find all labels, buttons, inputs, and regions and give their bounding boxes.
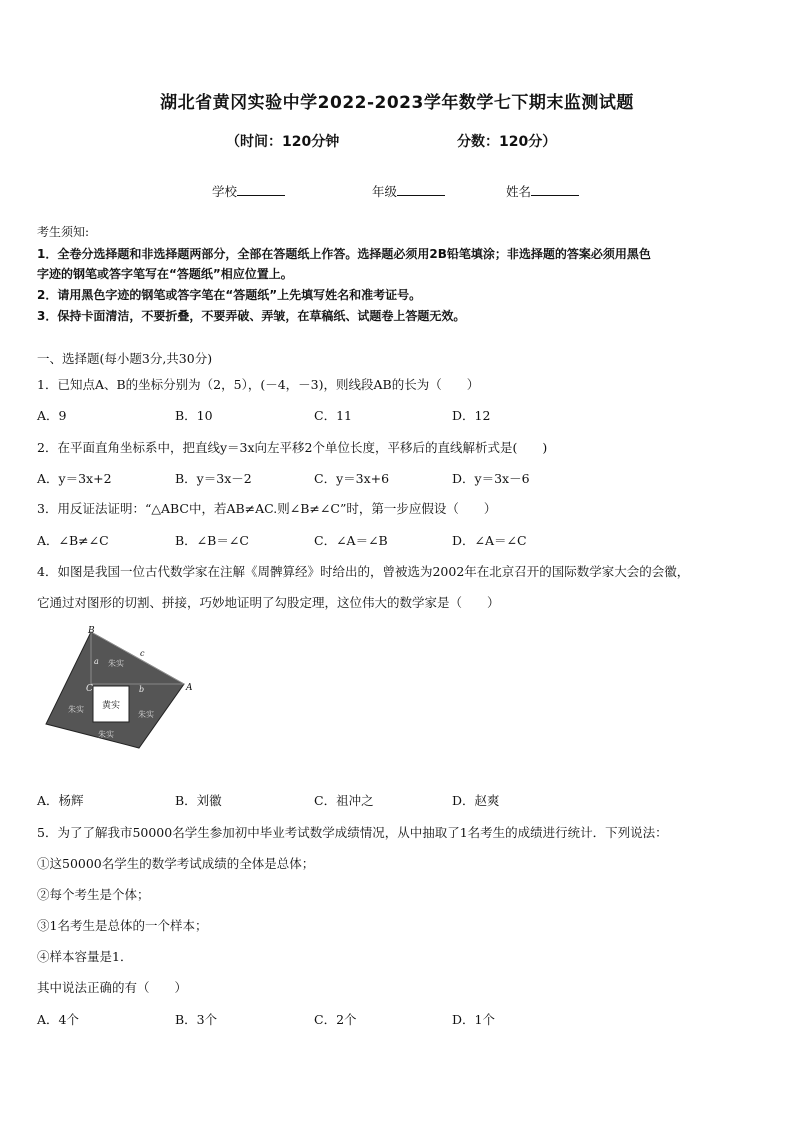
piece-label-right: 朱实 — [138, 710, 154, 719]
q3-option-d: D．∠A＝∠C — [452, 533, 527, 548]
q2-option-b: B．y＝3x－2 — [175, 471, 252, 486]
q5-stem: 5．为了了解我市50000名学生参加初中毕业考试数学成绩情况，从中抽取了1名考生的成绩进行统计．下列说法： — [37, 825, 668, 840]
q5-statement-4: ④样本容量是1． — [37, 949, 133, 964]
school-label: 学校 — [212, 184, 238, 199]
zhao-shuang-string-diagram — [36, 624, 196, 754]
grade-label: 年级 — [372, 184, 398, 199]
q4-option-b: B．刘徽 — [175, 793, 222, 808]
q1-option-d: D．12 — [452, 408, 491, 423]
notice-item-1a: 1．全卷分选择题和非选择题两部分，全部在答题纸上作答。选择题必须用2B铅笔填涂；非选择题的答案必须用黑色 — [37, 247, 651, 261]
exam-score: 分数：120分） — [457, 134, 557, 150]
q1-stem: 1．已知点A、B的坐标分别为（2，5），(－4，－3)，则线段AB的长为（ ） — [37, 377, 480, 392]
vertex-label-c: C — [86, 684, 93, 694]
q3-option-a: A．∠B≠∠C — [37, 533, 109, 548]
name-blank — [531, 183, 579, 196]
q5-option-d: D．1个 — [452, 1012, 495, 1027]
piece-label-top: 朱实 — [108, 659, 124, 668]
q5-statement-3: ③1名考生是总体的一个样本； — [37, 918, 208, 933]
exam-title: 湖北省黄冈实验中学2022-2023学年数学七下期末监测试题 — [160, 93, 634, 113]
q1-option-c: C．11 — [314, 408, 352, 423]
notice-heading: 考生须知: — [37, 225, 90, 239]
q5-option-a: A．4个 — [37, 1012, 79, 1027]
exam-time: （时间：120分钟 — [226, 134, 340, 150]
q5-option-c: C．2个 — [314, 1012, 357, 1027]
q5-statement-2: ②每个考生是个体； — [37, 887, 150, 902]
q5-question: 其中说法正确的有（ ） — [37, 980, 188, 995]
piece-label-bottom: 朱实 — [98, 730, 114, 739]
q5-statement-1: ①这50000名学生的数学考试成绩的全体是总体； — [37, 856, 315, 871]
center-label: 黄实 — [101, 701, 121, 711]
vertex-label-a: A — [186, 683, 193, 693]
q4-option-d: D．赵爽 — [452, 793, 500, 808]
notice-item-1b: 字迹的钢笔或答字笔写在“答题纸”相应位置上。 — [37, 267, 293, 281]
grade-field — [372, 182, 445, 200]
q5-option-b: B．3个 — [175, 1012, 218, 1027]
piece-label-left: 朱实 — [68, 705, 84, 714]
q4-option-a: A．杨辉 — [37, 793, 84, 808]
q3-stem: 3．用反证法证明：“△ABC中，若AB≠AC.则∠B≠∠C”时，第一步应假设（ ） — [37, 501, 497, 516]
notice-item-3: 3．保持卡面清洁，不要折叠，不要弄破、弄皱，在草稿纸、试题卷上答题无效。 — [37, 309, 466, 323]
q4-option-c: C．祖冲之 — [314, 793, 374, 808]
q3-option-c: C．∠A＝∠B — [314, 533, 388, 548]
q1-option-b: B．10 — [175, 408, 213, 423]
q2-stem: 2．在平面直角坐标系中，把直线y＝3x向左平移2个单位长度，平移后的直线解析式是( ) — [37, 440, 548, 455]
school-blank — [237, 183, 285, 196]
q1-option-a: A．9 — [37, 408, 67, 423]
name-label: 姓名 — [506, 184, 532, 199]
notice-item-2: 2．请用黑色字迹的钢笔或答字笔在“答题纸”上先填写姓名和准考证号。 — [37, 288, 422, 302]
side-label-a: a — [94, 657, 99, 666]
name-field — [506, 182, 579, 200]
section-heading: 一、选择题(每小题3分,共30分) — [37, 351, 213, 366]
school-field — [212, 182, 285, 200]
q4-stem-line2: 它通过对图形的切割、拼接，巧妙地证明了勾股定理，这位伟大的数学家是（ ） — [37, 595, 500, 610]
q2-option-a: A．y＝3x+2 — [37, 471, 112, 486]
q2-option-c: C．y＝3x+6 — [314, 471, 390, 486]
side-label-b: b — [139, 685, 145, 694]
q2-option-d: D．y＝3x－6 — [452, 471, 530, 486]
q3-option-b: B．∠B＝∠C — [175, 533, 249, 548]
grade-blank — [397, 183, 445, 196]
q4-stem-line1: 4．如图是我国一位古代数学家在注解《周髀算经》时给出的，曾被选为2002年在北京召开的国际数学家大会的会徽， — [37, 564, 690, 579]
side-label-c: c — [140, 649, 145, 658]
vertex-label-b: B — [88, 626, 95, 636]
